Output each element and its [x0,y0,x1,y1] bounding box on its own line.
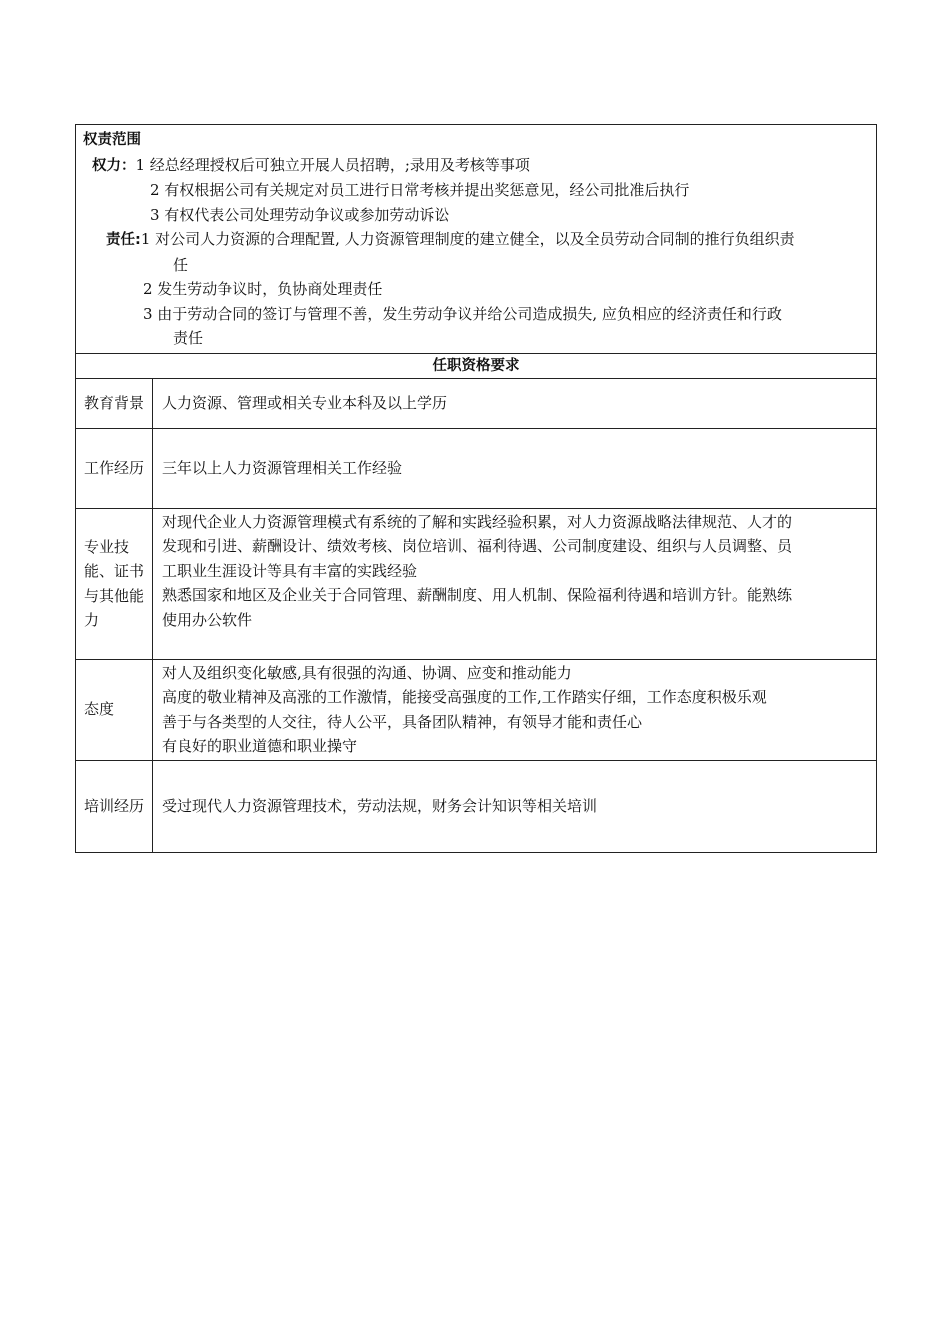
authority-title: 权责范围 [83,132,141,148]
attitude-line: 对人及组织变化敏感,具有很强的沟通、协调、应变和推动能力 [162,663,572,682]
skills-content [153,508,877,659]
training-line: 受过现代人力资源管理技术，劳动法规，财务会计知识等相关培训 [162,796,598,815]
duty-line-1 [83,227,870,253]
attitude-row [76,659,877,760]
job-description-table [75,124,877,853]
training-content [153,760,877,852]
authority-row [76,125,877,354]
attitude-line: 善于与各类型的人交往，待人公平，具备团队精神，有领导才能和责任心 [162,712,643,731]
power-item-1: 1 经总经理授权后可独立开展人员招聘，;录用及考核等事项 [135,155,530,174]
duty-item-2: 2 发生劳动争议时，负协商处理责任 [143,280,383,298]
work-experience-row [76,428,877,508]
skills-line: 对现代企业人力资源管理模式有系统的了解和实践经验积累，对人力资源战略法律规范、人才的 [162,512,793,531]
attitude-line: 有良好的职业道德和职业操守 [162,737,358,755]
work-experience-line: 三年以上人力资源管理相关工作经验 [162,458,403,477]
skills-row [76,508,877,659]
skills-label: 专业技能、证书与其他能力 [76,508,153,659]
skills-line: 工职业生涯设计等具有丰富的实践经验 [162,561,418,580]
duties-label: 责任: [106,232,141,248]
duty-item-3-cont: 责任 [173,329,204,347]
qualifications-header-row [76,353,877,378]
skills-line: 使用办公软件 [162,610,253,629]
attitude-line: 高度的敬业精神及高涨的工作激情，能接受高强度的工作,工作踏实仔细，工作态度积极乐观 [162,688,767,706]
power-item-2: 2 有权根据公司有关规定对员工进行日常考核并提出奖惩意见，经公司批准后执行 [150,181,690,199]
education-row [76,378,877,428]
education-label: 教育背景 [76,378,153,428]
duty-item-1-cont: 任 [173,255,189,274]
work-experience-content [153,428,877,508]
training-label: 培训经历 [76,760,153,852]
duty-item-1: 1 对公司人力资源的合理配置, 人力资源管理制度的建立健全，以及全员劳动合同制的推行负组织责 [140,230,795,248]
document-page [75,124,876,853]
education-content [153,378,877,428]
qualifications-header: 任职资格要求 [76,353,877,378]
attitude-content [153,659,877,760]
skills-line: 发现和引进、薪酬设计、绩效考核、岗位培训、福利待遇、公司制度建设、组织与人员调整、员 [162,537,793,555]
power-line-1 [83,153,870,179]
duty-item-3: 3 由于劳动合同的签订与管理不善，发生劳动争议并给公司造成损失, 应负相应的经济责任和行政 [143,304,782,323]
training-row [76,760,877,852]
power-item-3: 3 有权代表公司处理劳动争议或参加劳动诉讼 [150,205,450,224]
attitude-label: 态度 [76,659,153,760]
powers-label: 权力： [92,157,136,174]
education-line: 人力资源、管理或相关专业本科及以上学历 [162,393,448,412]
authority-cell [76,125,877,354]
skills-line: 熟悉国家和地区及企业关于合同管理、薪酬制度、用人机制、保险福利待遇和培训方针。能熟练 [162,586,793,604]
work-experience-label: 工作经历 [76,428,153,508]
